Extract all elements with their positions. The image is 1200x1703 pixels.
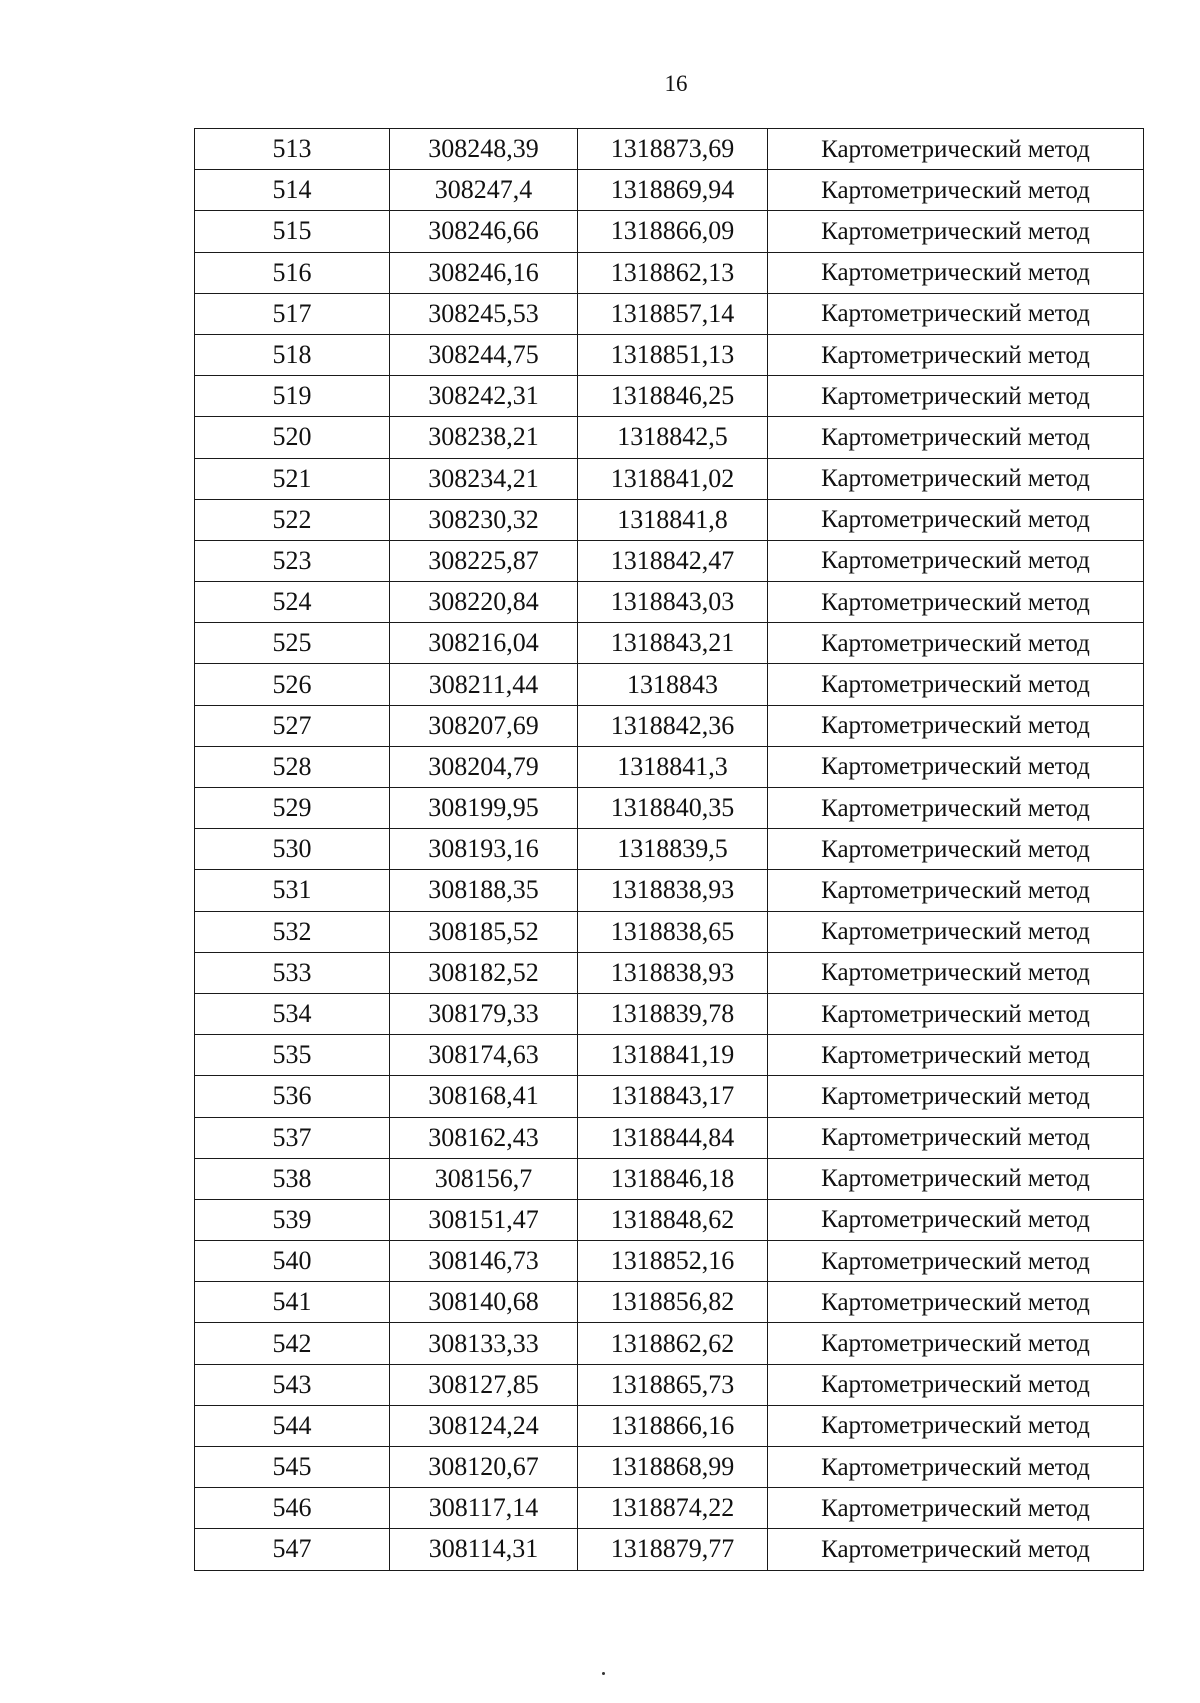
point-number-cell: 541 [195, 1282, 390, 1323]
method-cell: Картометрический метод [768, 1323, 1144, 1364]
point-number-cell: 545 [195, 1447, 390, 1488]
point-number-cell: 538 [195, 1158, 390, 1199]
x-coordinate-cell: 308185,52 [390, 911, 578, 952]
x-coordinate-cell: 308244,75 [390, 334, 578, 375]
point-number-cell: 540 [195, 1241, 390, 1282]
y-coordinate-cell: 1318879,77 [578, 1529, 768, 1570]
y-coordinate-cell: 1318862,62 [578, 1323, 768, 1364]
table-row [195, 1158, 1144, 1199]
y-coordinate-cell: 1318869,94 [578, 170, 768, 211]
table-row [195, 911, 1144, 952]
point-number-cell: 532 [195, 911, 390, 952]
x-coordinate-cell: 308238,21 [390, 417, 578, 458]
table-row [195, 705, 1144, 746]
y-coordinate-cell: 1318842,5 [578, 417, 768, 458]
point-number-cell: 544 [195, 1405, 390, 1446]
y-coordinate-cell: 1318868,99 [578, 1447, 768, 1488]
method-cell: Картометрический метод [768, 540, 1144, 581]
table-row [195, 829, 1144, 870]
table-row [195, 870, 1144, 911]
table-row [195, 129, 1144, 170]
y-coordinate-cell: 1318873,69 [578, 129, 768, 170]
table-row [195, 417, 1144, 458]
y-coordinate-cell: 1318856,82 [578, 1282, 768, 1323]
y-coordinate-cell: 1318838,65 [578, 911, 768, 952]
y-coordinate-cell: 1318841,19 [578, 1035, 768, 1076]
y-coordinate-cell: 1318843 [578, 664, 768, 705]
y-coordinate-cell: 1318843,17 [578, 1076, 768, 1117]
x-coordinate-cell: 308174,63 [390, 1035, 578, 1076]
method-cell: Картометрический метод [768, 1158, 1144, 1199]
table-row [195, 1529, 1144, 1570]
table-row [195, 211, 1144, 252]
table-row [195, 1282, 1144, 1323]
table-row [195, 746, 1144, 787]
x-coordinate-cell: 308225,87 [390, 540, 578, 581]
point-number-cell: 536 [195, 1076, 390, 1117]
point-number-cell: 533 [195, 952, 390, 993]
point-number-cell: 547 [195, 1529, 390, 1570]
method-cell: Картометрический метод [768, 829, 1144, 870]
point-number-cell: 527 [195, 705, 390, 746]
stray-mark [602, 1672, 605, 1675]
method-cell: Картометрический метод [768, 1364, 1144, 1405]
method-cell: Картометрический метод [768, 664, 1144, 705]
y-coordinate-cell: 1318839,5 [578, 829, 768, 870]
point-number-cell: 529 [195, 788, 390, 829]
y-coordinate-cell: 1318846,25 [578, 376, 768, 417]
x-coordinate-cell: 308162,43 [390, 1117, 578, 1158]
method-cell: Картометрический метод [768, 788, 1144, 829]
table-row [195, 788, 1144, 829]
x-coordinate-cell: 308247,4 [390, 170, 578, 211]
table-row [195, 623, 1144, 664]
table-row [195, 1364, 1144, 1405]
point-number-cell: 531 [195, 870, 390, 911]
y-coordinate-cell: 1318866,09 [578, 211, 768, 252]
x-coordinate-cell: 308179,33 [390, 993, 578, 1034]
x-coordinate-cell: 308199,95 [390, 788, 578, 829]
y-coordinate-cell: 1318838,93 [578, 870, 768, 911]
point-number-cell: 518 [195, 334, 390, 375]
method-cell: Картометрический метод [768, 1199, 1144, 1240]
x-coordinate-cell: 308140,68 [390, 1282, 578, 1323]
point-number-cell: 534 [195, 993, 390, 1034]
method-cell: Картометрический метод [768, 1488, 1144, 1529]
x-coordinate-cell: 308248,39 [390, 129, 578, 170]
table-row [195, 1241, 1144, 1282]
table-row [195, 1117, 1144, 1158]
point-number-cell: 524 [195, 582, 390, 623]
table-row [195, 376, 1144, 417]
method-cell: Картометрический метод [768, 1529, 1144, 1570]
method-cell: Картометрический метод [768, 911, 1144, 952]
method-cell: Картометрический метод [768, 1405, 1144, 1446]
method-cell: Картометрический метод [768, 870, 1144, 911]
y-coordinate-cell: 1318852,16 [578, 1241, 768, 1282]
table-row [195, 664, 1144, 705]
point-number-cell: 517 [195, 293, 390, 334]
coordinates-table-body [195, 129, 1144, 1571]
method-cell: Картометрический метод [768, 746, 1144, 787]
table-row [195, 293, 1144, 334]
page-number: 16 [664, 71, 688, 96]
x-coordinate-cell: 308182,52 [390, 952, 578, 993]
point-number-cell: 543 [195, 1364, 390, 1405]
method-cell: Картометрический метод [768, 582, 1144, 623]
x-coordinate-cell: 308151,47 [390, 1199, 578, 1240]
x-coordinate-cell: 308124,24 [390, 1405, 578, 1446]
table-row [195, 1488, 1144, 1529]
x-coordinate-cell: 308234,21 [390, 458, 578, 499]
table-row [195, 334, 1144, 375]
x-coordinate-cell: 308246,16 [390, 252, 578, 293]
y-coordinate-cell: 1318846,18 [578, 1158, 768, 1199]
point-number-cell: 528 [195, 746, 390, 787]
y-coordinate-cell: 1318839,78 [578, 993, 768, 1034]
point-number-cell: 515 [195, 211, 390, 252]
y-coordinate-cell: 1318862,13 [578, 252, 768, 293]
method-cell: Картометрический метод [768, 499, 1144, 540]
y-coordinate-cell: 1318842,36 [578, 705, 768, 746]
y-coordinate-cell: 1318874,22 [578, 1488, 768, 1529]
point-number-cell: 516 [195, 252, 390, 293]
x-coordinate-cell: 308220,84 [390, 582, 578, 623]
y-coordinate-cell: 1318842,47 [578, 540, 768, 581]
y-coordinate-cell: 1318857,14 [578, 293, 768, 334]
table-row [195, 540, 1144, 581]
table-row [195, 1323, 1144, 1364]
y-coordinate-cell: 1318843,21 [578, 623, 768, 664]
method-cell: Картометрический метод [768, 1076, 1144, 1117]
x-coordinate-cell: 308193,16 [390, 829, 578, 870]
x-coordinate-cell: 308230,32 [390, 499, 578, 540]
y-coordinate-cell: 1318866,16 [578, 1405, 768, 1446]
point-number-cell: 522 [195, 499, 390, 540]
x-coordinate-cell: 308146,73 [390, 1241, 578, 1282]
x-coordinate-cell: 308204,79 [390, 746, 578, 787]
method-cell: Картометрический метод [768, 952, 1144, 993]
x-coordinate-cell: 308207,69 [390, 705, 578, 746]
method-cell: Картометрический метод [768, 705, 1144, 746]
table-row [195, 458, 1144, 499]
y-coordinate-cell: 1318838,93 [578, 952, 768, 993]
table-row [195, 170, 1144, 211]
table-row [195, 1405, 1144, 1446]
x-coordinate-cell: 308168,41 [390, 1076, 578, 1117]
table-row [195, 1076, 1144, 1117]
y-coordinate-cell: 1318841,3 [578, 746, 768, 787]
method-cell: Картометрический метод [768, 376, 1144, 417]
point-number-cell: 523 [195, 540, 390, 581]
table-row [195, 1447, 1144, 1488]
point-number-cell: 521 [195, 458, 390, 499]
point-number-cell: 542 [195, 1323, 390, 1364]
method-cell: Картометрический метод [768, 1035, 1144, 1076]
table-row [195, 952, 1144, 993]
table-row [195, 499, 1144, 540]
x-coordinate-cell: 308133,33 [390, 1323, 578, 1364]
method-cell: Картометрический метод [768, 1117, 1144, 1158]
method-cell: Картометрический метод [768, 417, 1144, 458]
x-coordinate-cell: 308216,04 [390, 623, 578, 664]
point-number-cell: 535 [195, 1035, 390, 1076]
y-coordinate-cell: 1318841,8 [578, 499, 768, 540]
method-cell: Картометрический метод [768, 1282, 1144, 1323]
table-row [195, 993, 1144, 1034]
method-cell: Картометрический метод [768, 458, 1144, 499]
method-cell: Картометрический метод [768, 293, 1144, 334]
y-coordinate-cell: 1318843,03 [578, 582, 768, 623]
point-number-cell: 519 [195, 376, 390, 417]
y-coordinate-cell: 1318840,35 [578, 788, 768, 829]
method-cell: Картометрический метод [768, 129, 1144, 170]
x-coordinate-cell: 308188,35 [390, 870, 578, 911]
x-coordinate-cell: 308120,67 [390, 1447, 578, 1488]
method-cell: Картометрический метод [768, 334, 1144, 375]
y-coordinate-cell: 1318865,73 [578, 1364, 768, 1405]
point-number-cell: 539 [195, 1199, 390, 1240]
method-cell: Картометрический метод [768, 211, 1144, 252]
table-row [195, 252, 1144, 293]
point-number-cell: 513 [195, 129, 390, 170]
point-number-cell: 530 [195, 829, 390, 870]
point-number-cell: 514 [195, 170, 390, 211]
point-number-cell: 526 [195, 664, 390, 705]
y-coordinate-cell: 1318841,02 [578, 458, 768, 499]
method-cell: Картометрический метод [768, 170, 1144, 211]
method-cell: Картометрический метод [768, 623, 1144, 664]
x-coordinate-cell: 308156,7 [390, 1158, 578, 1199]
x-coordinate-cell: 308127,85 [390, 1364, 578, 1405]
method-cell: Картометрический метод [768, 252, 1144, 293]
table-row [195, 1035, 1144, 1076]
method-cell: Картометрический метод [768, 1241, 1144, 1282]
point-number-cell: 546 [195, 1488, 390, 1529]
x-coordinate-cell: 308114,31 [390, 1529, 578, 1570]
x-coordinate-cell: 308242,31 [390, 376, 578, 417]
coordinates-table [194, 128, 1144, 1571]
method-cell: Картометрический метод [768, 993, 1144, 1034]
method-cell: Картометрический метод [768, 1447, 1144, 1488]
table-row [195, 582, 1144, 623]
point-number-cell: 537 [195, 1117, 390, 1158]
y-coordinate-cell: 1318851,13 [578, 334, 768, 375]
y-coordinate-cell: 1318844,84 [578, 1117, 768, 1158]
x-coordinate-cell: 308117,14 [390, 1488, 578, 1529]
y-coordinate-cell: 1318848,62 [578, 1199, 768, 1240]
table-row [195, 1199, 1144, 1240]
point-number-cell: 525 [195, 623, 390, 664]
x-coordinate-cell: 308211,44 [390, 664, 578, 705]
point-number-cell: 520 [195, 417, 390, 458]
x-coordinate-cell: 308245,53 [390, 293, 578, 334]
x-coordinate-cell: 308246,66 [390, 211, 578, 252]
